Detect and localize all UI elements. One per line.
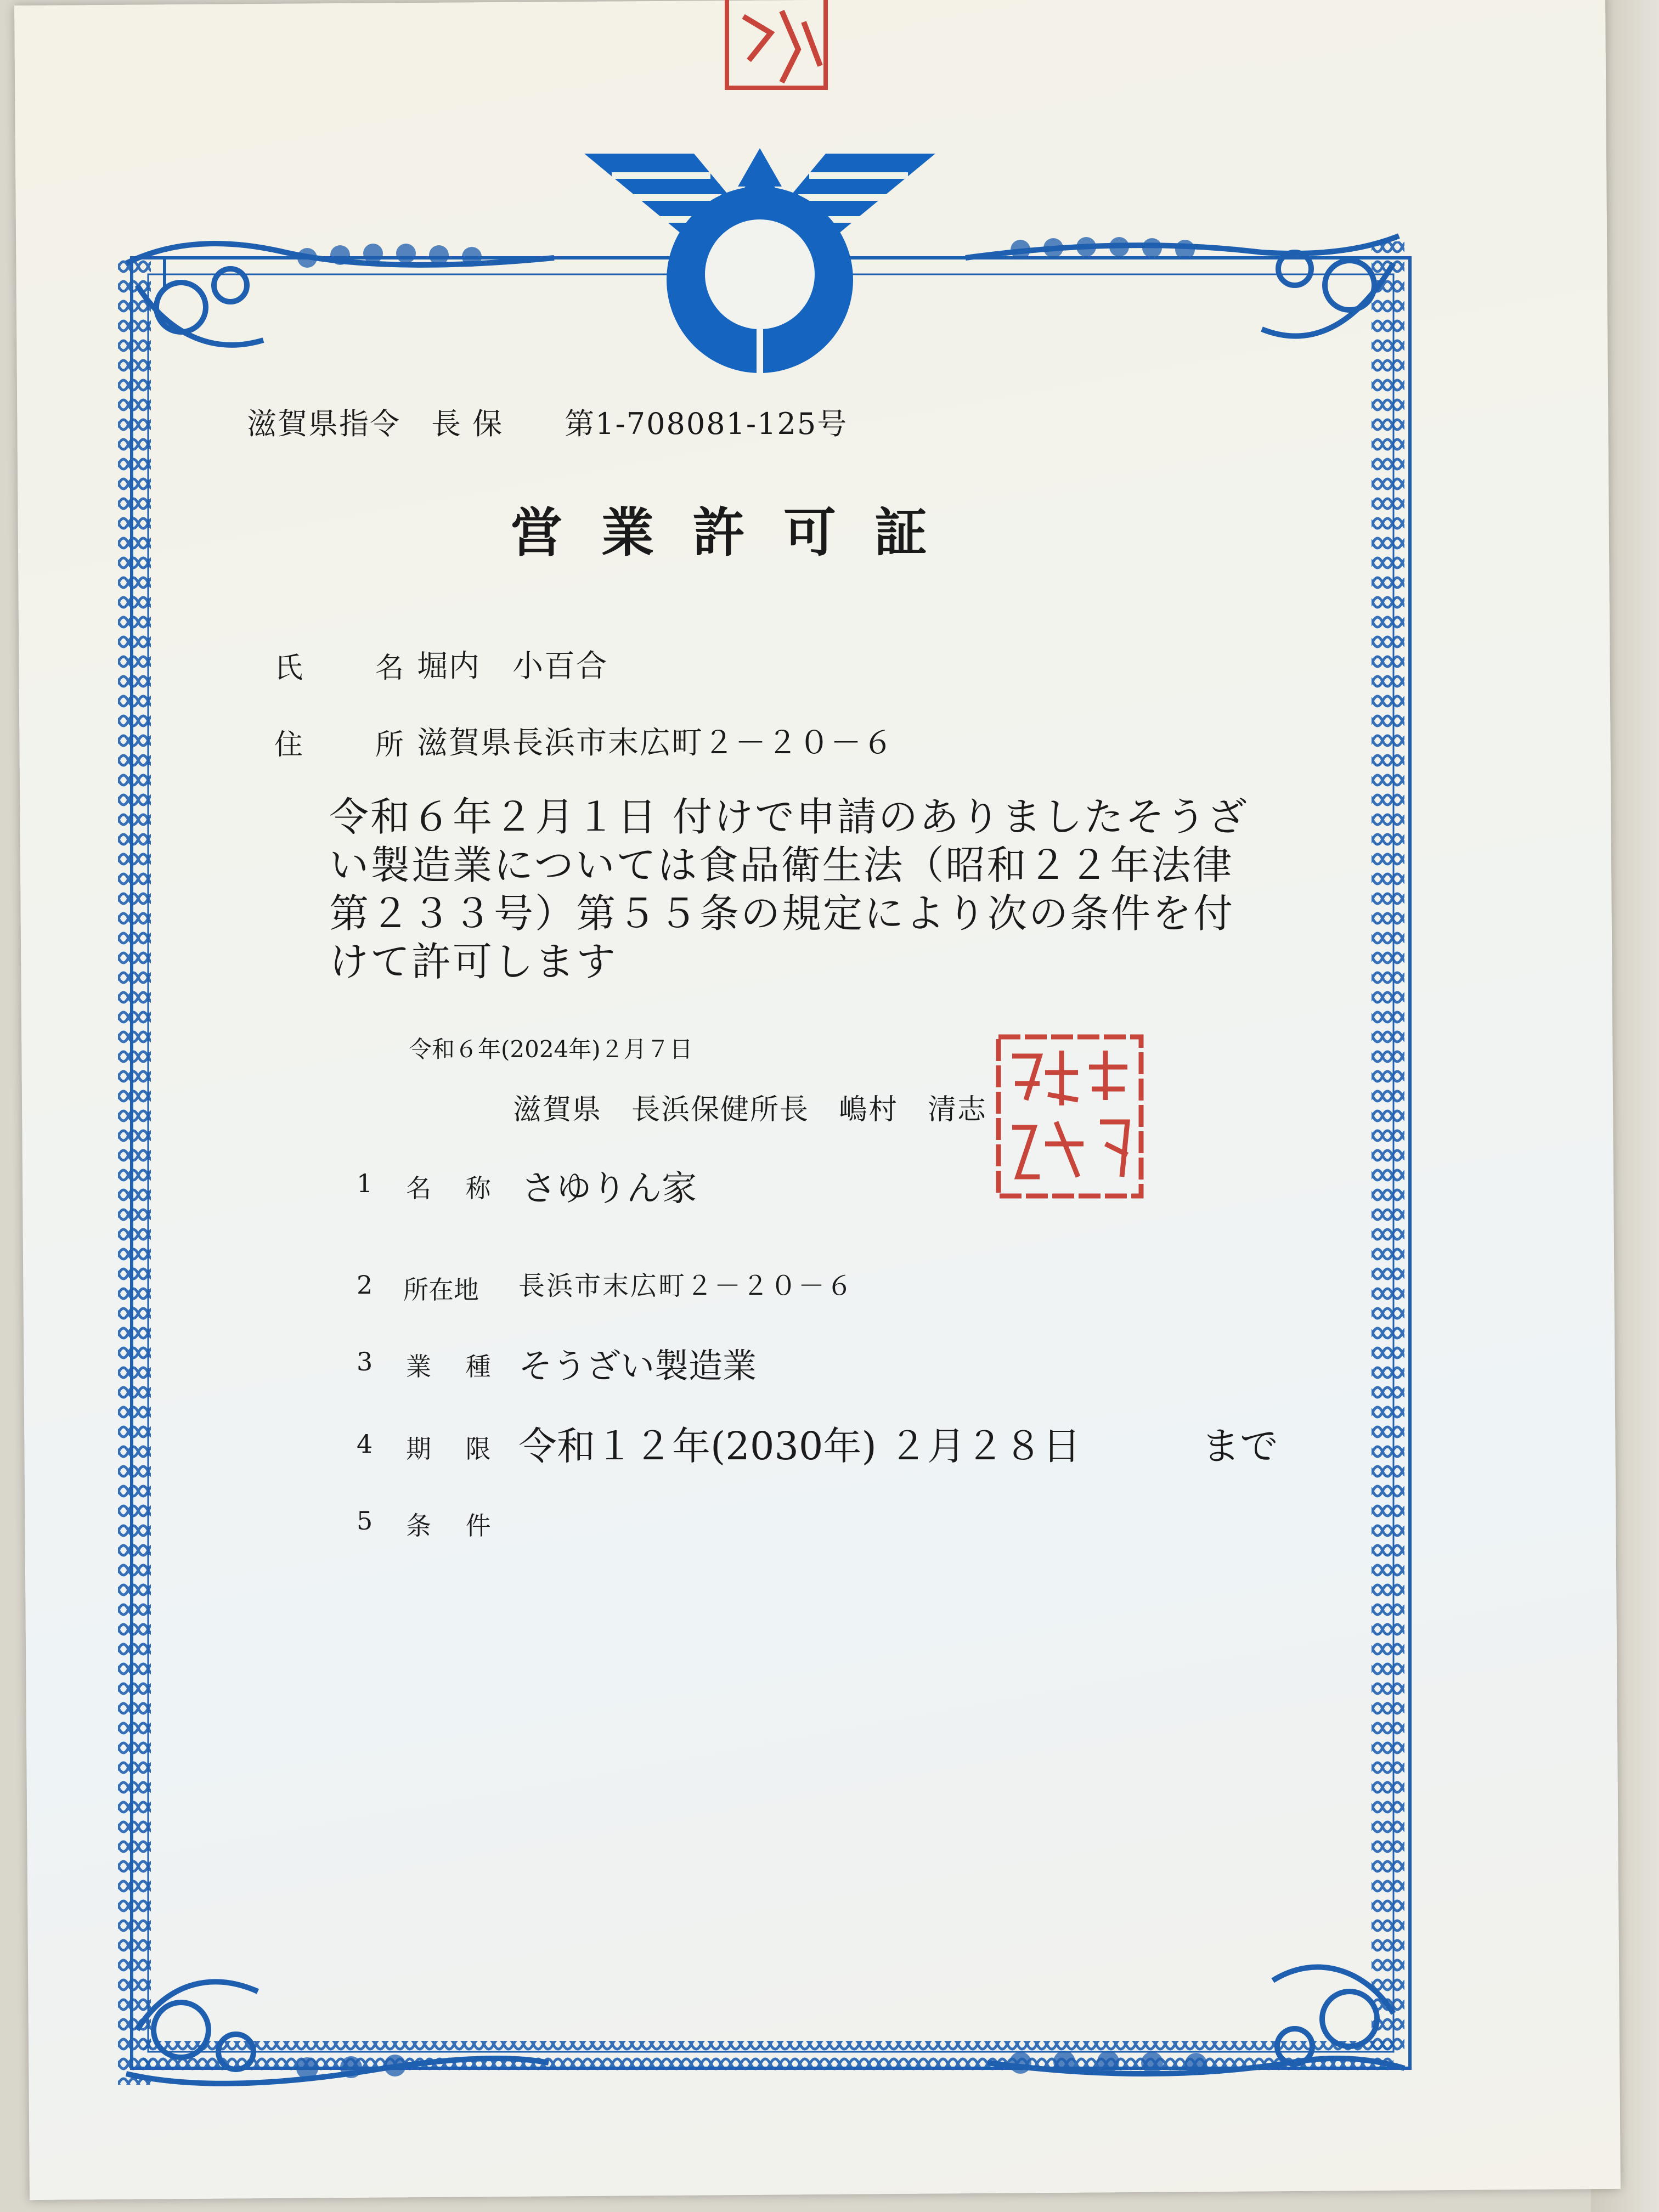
item-label: 名 称 [406,1173,504,1203]
item-suffix: まで [1201,1424,1278,1469]
item-value: そうざい製造業 [518,1346,757,1386]
item-number: 5 [357,1506,373,1536]
item-number: 2 [357,1270,373,1300]
item-number: 3 [357,1347,373,1376]
holder-address-value: 滋賀県長浜市末広町２－２０－６ [417,725,894,761]
prefecture-emblem-icon [584,137,935,379]
document-title: 営業許可証 [510,501,966,563]
holder-address-label: 住 所 [274,729,426,761]
item-value: さゆりん家 [521,1169,697,1209]
item-label: 業 種 [406,1352,504,1381]
official-seal-icon [996,1034,1144,1199]
item-label: 期 限 [406,1434,504,1464]
issuer: 滋賀県 長浜保健所長 嶋村 清志 [513,1093,988,1126]
item-label: 条 件 [406,1511,504,1541]
holder-name-value: 堀内 小百合 [417,648,608,684]
issue-date: 令和６年(2024年)２月７日 [409,1036,693,1063]
item-value: 長浜市末広町２－２０－６ [518,1271,855,1301]
item-number: 1 [357,1169,373,1198]
permit-number: 滋賀県指令 長 保 第1-708081-125号 [247,407,848,441]
item-value: 令和１２年(2030年) ２月２８日 [518,1424,1081,1469]
holder-name-label: 氏 名 [274,652,426,685]
item-number: 4 [357,1429,373,1459]
tally-seal-icon [716,0,837,96]
item-label: 所在地 [403,1275,479,1305]
permit-body-text: 令和６年２月１日 付けで申請のありましたそうざい製造業については食品衛生法（昭和２２年法律第２３３号）第５５条の規定により次の条件を付けて許可します [329,794,1249,985]
